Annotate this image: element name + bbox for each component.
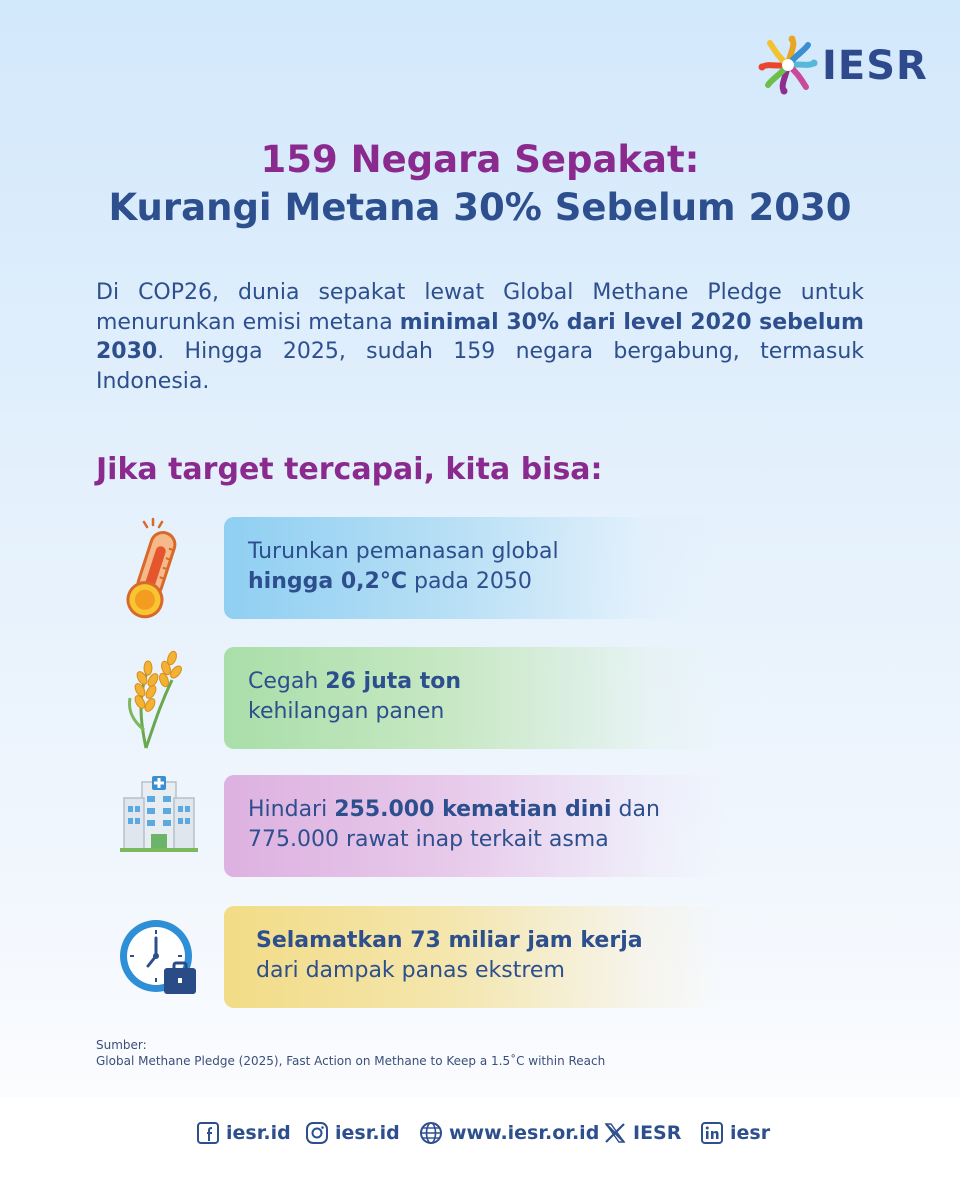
benefit-4-bold: Selamatkan 73 miliar jam kerja [256, 928, 643, 953]
thermometer-icon [122, 515, 184, 625]
hospital-icon [120, 776, 198, 858]
benefit-4-line-2: dari dampak panas ekstrem [256, 957, 565, 983]
footer [0, 1097, 960, 1200]
benefit-1-bold: hingga 0,2°C [248, 568, 407, 594]
benefit-card-work-hours [224, 906, 724, 1008]
iesr-logo [756, 33, 928, 103]
benefit-1-line-1: Turunkan pemanasan global [248, 539, 559, 564]
benefit-card-harvest [224, 647, 724, 749]
linkedin-link[interactable] [700, 1121, 770, 1145]
source-label: Sumber: [96, 1038, 147, 1052]
linkedin-icon [700, 1121, 724, 1145]
benefit-3-line-1 [248, 795, 700, 825]
instagram-label: iesr.id [335, 1122, 400, 1144]
intro-text-2: . Hingga 2025, sudah 159 negara bergabung, termasuk Indonesia. [96, 339, 864, 394]
page-title-line-1: 159 Negara Sepakat: [260, 138, 700, 181]
globe-icon [419, 1121, 443, 1145]
benefit-card-warming [224, 517, 724, 619]
benefit-card-health [224, 775, 724, 877]
benefit-3-plain: Hindari [248, 797, 335, 822]
clock-briefcase-icon [118, 916, 202, 1004]
benefit-2-plain: Cegah [248, 669, 326, 694]
linkedin-label: iesr [730, 1122, 771, 1144]
benefit-3-bold: 255.000 kematian dini [334, 797, 612, 822]
benefit-3-rest: dan [611, 797, 660, 822]
benefit-2-line-1 [248, 667, 700, 697]
instagram-link[interactable] [305, 1121, 400, 1145]
benefit-1-rest: pada 2050 [406, 568, 532, 594]
rice-plant-icon [126, 650, 182, 754]
benefit-1-line-2 [248, 567, 700, 597]
benefit-3-line-2: 775.000 rawat inap terkait asma [248, 826, 609, 852]
facebook-icon [196, 1121, 220, 1145]
x-label: IESR [633, 1122, 682, 1144]
benefit-2-bold: 26 juta ton [325, 669, 462, 694]
x-icon [603, 1121, 627, 1145]
website-link[interactable] [419, 1121, 599, 1145]
page-title-line-2: Kurangi Metana 30% Sebelum 2030 [108, 186, 852, 229]
logo-text: IESR [822, 43, 928, 89]
benefits-heading: Jika target tercapai, kita bisa: [96, 452, 603, 487]
source-note [96, 1037, 605, 1069]
iesr-logo-mark-icon [756, 33, 820, 97]
website-label: www.iesr.or.id [449, 1122, 600, 1144]
instagram-icon [305, 1121, 329, 1145]
intro-paragraph [96, 278, 864, 396]
intro-text-bold: minimal 30% dari level 2020 sebelum 2030 [96, 309, 864, 364]
facebook-label: iesr.id [226, 1122, 291, 1144]
facebook-link[interactable] [196, 1121, 291, 1145]
x-link[interactable] [603, 1121, 681, 1145]
benefit-2-line-2: kehilangan panen [248, 698, 445, 724]
intro-text-1: Di COP26, dunia sepakat lewat Global Methane Pledge untuk menurunkan emisi metana [96, 280, 864, 335]
benefit-4-line-1 [256, 926, 700, 956]
source-text: Global Methane Pledge (2025), Fast Action on Methane to Keep a 1.5˚C within Reach [96, 1054, 606, 1068]
